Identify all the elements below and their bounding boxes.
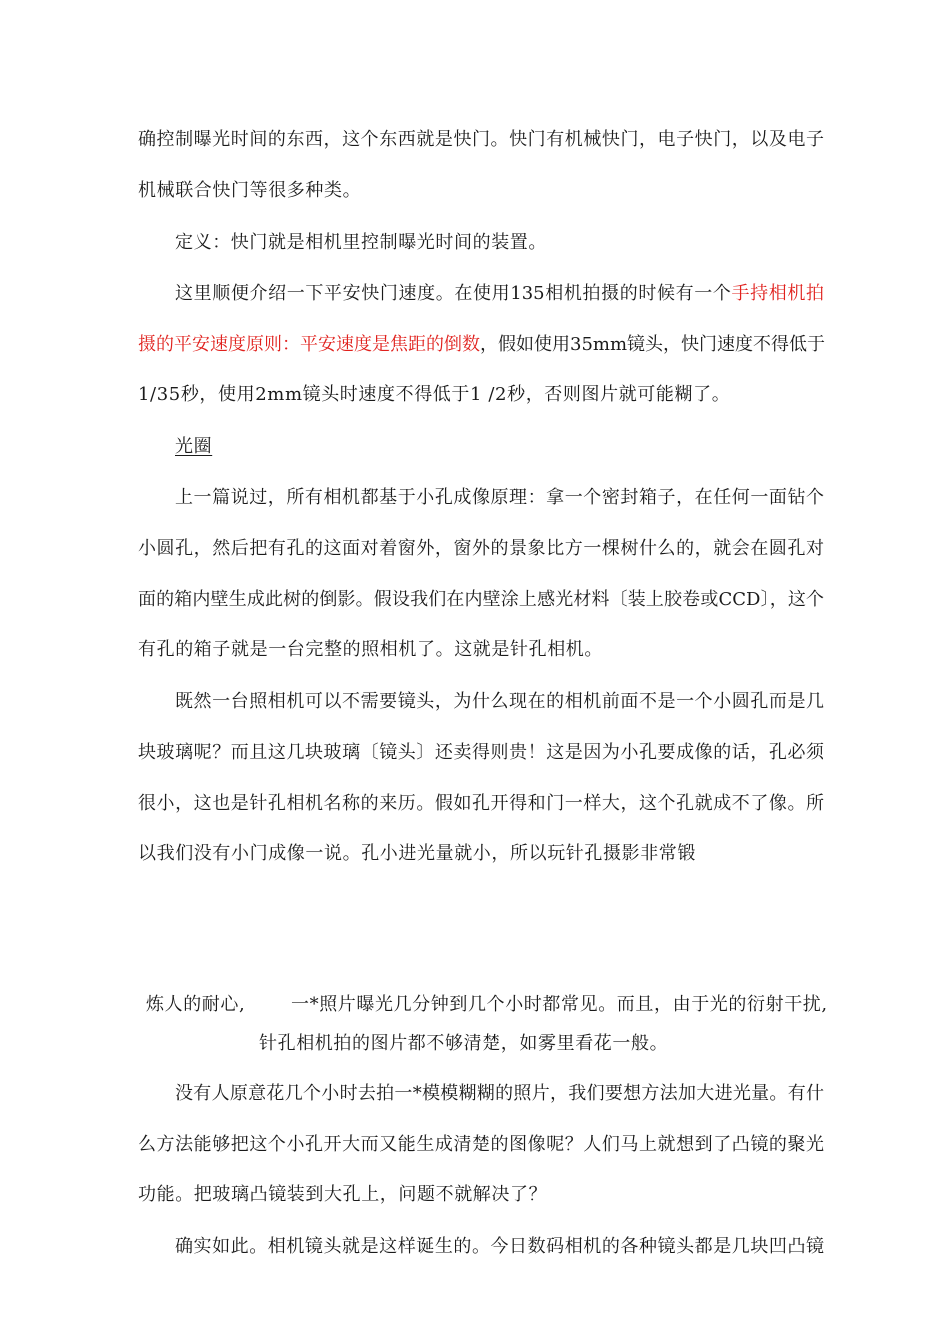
paragraph-definition: 定义：快门就是相机里控制曝光时间的装置。 [175, 232, 547, 253]
paragraph-convex-line-2: 么方法能够把这个小孔开大而又能生成清楚的图像呢？人们马上就想到了凸镜的聚光 [138, 1134, 824, 1155]
paragraph-pinhole-line-3: 面的箱内壁生成此树的倒影。假设我们在内壁涂上感光材料〔装上胶卷或CCD〕，这个 [138, 589, 824, 610]
paragraph-patience-line-1b: 一*照片曝光几分钟到几个小时都常见。而且，由于光的衍射干扰, [291, 994, 828, 1015]
safe-speed-principle-highlight-2: 摄的平安速度原则：平安速度是焦距的倒数 [138, 334, 480, 355]
safe-speed-intro: 这里顺便介绍一下平安快门速度。在使用135相机拍摄的时候有一个 [175, 283, 732, 304]
paragraph-convex-line-3: 功能。把玻璃凸镜装到大孔上，问题不就解决了？ [138, 1184, 548, 1205]
paragraph-pinhole-line-4: 有孔的箱子就是一台完整的照相机了。这就是针孔相机。 [138, 639, 603, 660]
section-heading-aperture: 光圈 [175, 436, 213, 457]
paragraph-patience-line-2: 针孔相机拍的图片都不够清楚，如雾里看花一般。 [259, 1033, 669, 1054]
safe-speed-principle-highlight-1: 手持相机拍 [731, 283, 825, 304]
paragraph-patience-line-1a: 炼人的耐心, [146, 994, 246, 1015]
paragraph-origin-line-1: 确实如此。相机镜头就是这样诞生的。今日数码相机的各种镜头都是几块凹凸镜 [175, 1236, 824, 1257]
paragraph-safe-speed-line-2 [138, 333, 824, 357]
paragraph-safe-speed-line-3: 1/35秒，使用2mm镜头时速度不得低于1 /2秒，否则图片就可能糊了。 [138, 384, 731, 405]
paragraph-pinhole-line-1: 上一篇说过，所有相机都基于小孔成像原理：拿一个密封箱子，在任何一面钻个 [175, 487, 824, 508]
paragraph-lens-line-2: 块玻璃呢？而且这几块玻璃〔镜头〕还卖得则贵！这是因为小孔要成像的话，孔必须 [138, 742, 824, 763]
paragraph-lens-line-1: 既然一台照相机可以不需要镜头，为什么现在的相机前面不是一个小圆孔而是几 [175, 691, 824, 712]
paragraph-shutter-line-2: 机械联合快门等很多种类。 [138, 180, 362, 201]
paragraph-pinhole-line-2: 小圆孔，然后把有孔的这面对着窗外，窗外的景象比方一棵树什么的，就会在圆孔对 [138, 538, 824, 559]
paragraph-shutter-line-1: 确控制曝光时间的东西，这个东西就是快门。快门有机械快门，电子快门，以及电子 [138, 129, 824, 150]
paragraph-lens-line-4: 以我们没有小门成像一说。孔小进光量就小，所以玩针孔摄影非常锻 [138, 843, 696, 864]
paragraph-convex-line-1: 没有人原意花几个小时去拍一*模模糊糊的照片，我们要想方法加大进光量。有什 [175, 1083, 824, 1104]
paragraph-lens-line-3: 很小，这也是针孔相机名称的来历。假如孔开得和门一样大，这个孔就成不了像。所 [138, 793, 824, 814]
paragraph-safe-speed-line-1 [175, 282, 824, 306]
safe-speed-example: ，假如使用35mm镜头，快门速度不得低于 [480, 334, 826, 355]
